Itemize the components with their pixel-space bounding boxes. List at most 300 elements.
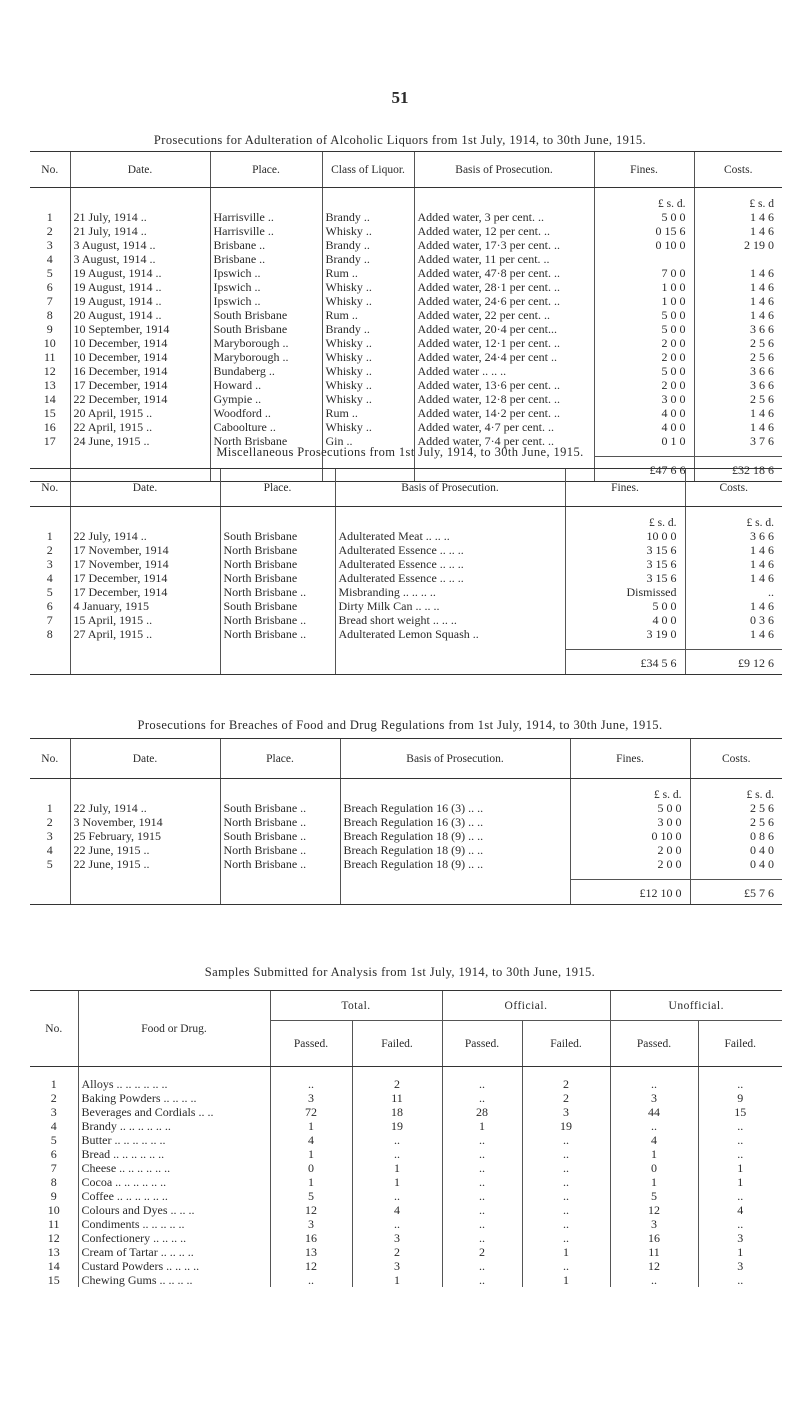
row-unofficial-failed: .. bbox=[698, 1147, 782, 1161]
row-place: North Brisbane bbox=[210, 434, 322, 448]
col-header-total-passed: Passed. bbox=[270, 1021, 352, 1067]
col-group-total: Total. bbox=[270, 991, 442, 1021]
col-header-no: No. bbox=[30, 469, 70, 507]
row-costs: 1 4 6 bbox=[694, 308, 782, 322]
row-place: North Brisbane .. bbox=[220, 857, 340, 871]
row-date: 22 June, 1915 .. bbox=[70, 843, 220, 857]
empty-cell bbox=[70, 880, 220, 905]
row-unofficial-failed: 9 bbox=[698, 1091, 782, 1105]
row-unofficial-failed: .. bbox=[698, 1067, 782, 1092]
row-unofficial-passed: 3 bbox=[610, 1217, 698, 1231]
row-date: 17 November, 1914 bbox=[70, 557, 220, 571]
row-liquor: Rum .. bbox=[322, 266, 414, 280]
page-number: 51 bbox=[391, 88, 409, 107]
row-unofficial-passed: .. bbox=[610, 1273, 698, 1287]
row-place: South Brisbane .. bbox=[220, 801, 340, 815]
row-official-failed: .. bbox=[522, 1147, 610, 1161]
row-number: 8 bbox=[50, 1175, 57, 1189]
row-place: Brisbane .. bbox=[210, 238, 322, 252]
row-liquor: Brandy .. bbox=[322, 322, 414, 336]
alcoholic-prosecutions-table bbox=[30, 151, 782, 482]
row-costs: 1 4 6 bbox=[685, 599, 782, 613]
row-date: 19 August, 1914 .. bbox=[70, 294, 210, 308]
row-fines: 2 0 0 bbox=[594, 350, 694, 364]
row-official-passed: .. bbox=[442, 1133, 522, 1147]
row-place: Maryborough .. bbox=[210, 336, 322, 350]
row-official-failed: .. bbox=[522, 1133, 610, 1147]
row-food: Coffee .. .. .. .. .. .. bbox=[78, 1189, 270, 1203]
row-date: 17 December, 1914 bbox=[70, 585, 220, 599]
row-basis: Added water, 7·4 per cent. .. bbox=[414, 434, 594, 448]
row-basis: Added water, 4·7 per cent. .. bbox=[414, 420, 594, 434]
row-unofficial-passed: 0 bbox=[610, 1161, 698, 1175]
row-number: 10 bbox=[47, 1203, 60, 1217]
row-total-passed: 3 bbox=[270, 1217, 352, 1231]
row-number: 6 bbox=[46, 599, 53, 613]
spacer-cell bbox=[570, 871, 690, 880]
table-row bbox=[30, 1161, 782, 1175]
row-unofficial-passed: 4 bbox=[610, 1133, 698, 1147]
section-title-miscellaneous: Miscellaneous Prosecutions from 1st July, 1914, to 30th June, 1915. bbox=[216, 445, 584, 459]
spacer-cell bbox=[340, 871, 570, 880]
empty-cell bbox=[30, 650, 70, 675]
row-food: Baking Powders .. .. .. .. bbox=[78, 1091, 270, 1105]
fines-units: £ s. d. bbox=[594, 188, 694, 211]
row-basis: Breach Regulation 18 (9) .. .. bbox=[340, 857, 570, 871]
spacer-cell bbox=[30, 871, 70, 880]
table-row bbox=[30, 280, 782, 294]
row-unofficial-failed: .. bbox=[698, 1189, 782, 1203]
row-date: 21 July, 1914 .. bbox=[70, 210, 210, 224]
row-basis: Adulterated Essence .. .. .. bbox=[335, 557, 565, 571]
row-date: 16 December, 1914 bbox=[70, 364, 210, 378]
row-basis: Added water, 13·6 per cent. .. bbox=[414, 378, 594, 392]
row-liquor: Whisky .. bbox=[322, 224, 414, 238]
row-place: Woodford .. bbox=[210, 406, 322, 420]
row-unofficial-failed: 1 bbox=[698, 1175, 782, 1189]
row-liquor: Rum .. bbox=[322, 406, 414, 420]
row-place: Howard .. bbox=[210, 378, 322, 392]
row-unofficial-passed: 5 bbox=[610, 1189, 698, 1203]
row-date: 21 July, 1914 .. bbox=[70, 224, 210, 238]
col-header-costs: Costs. bbox=[694, 152, 782, 188]
row-food: Chewing Gums .. .. .. .. bbox=[78, 1273, 270, 1287]
row-basis: Breach Regulation 18 (9) .. .. bbox=[340, 843, 570, 857]
row-official-passed: .. bbox=[442, 1203, 522, 1217]
spacer-cell bbox=[70, 871, 220, 880]
row-fines: 3 19 0 bbox=[565, 627, 685, 641]
row-date: 4 January, 1915 bbox=[70, 599, 220, 613]
row-total-passed: 1 bbox=[270, 1147, 352, 1161]
row-date: 27 April, 1915 .. bbox=[70, 627, 220, 641]
row-number: 2 bbox=[46, 224, 53, 238]
row-costs: 1 4 6 bbox=[694, 420, 782, 434]
row-official-failed: .. bbox=[522, 1161, 610, 1175]
row-place: North Brisbane bbox=[220, 571, 335, 585]
table-row bbox=[30, 529, 782, 543]
table-row bbox=[30, 857, 782, 871]
row-official-passed: 2 bbox=[442, 1245, 522, 1259]
total-fines: £34 5 6 bbox=[565, 650, 685, 675]
total-fines: £12 10 0 bbox=[570, 880, 690, 905]
row-unofficial-failed: .. bbox=[698, 1133, 782, 1147]
table-row bbox=[30, 613, 782, 627]
spacer-cell bbox=[30, 641, 70, 650]
row-date: 10 September, 1914 bbox=[70, 322, 210, 336]
row-basis: Adulterated Essence .. .. .. bbox=[335, 571, 565, 585]
row-fines: 4 0 0 bbox=[565, 613, 685, 627]
row-basis: Adulterated Essence .. .. .. bbox=[335, 543, 565, 557]
row-unofficial-passed: .. bbox=[610, 1119, 698, 1133]
row-basis: Adulterated Lemon Squash .. bbox=[335, 627, 565, 641]
row-official-failed: 2 bbox=[522, 1067, 610, 1092]
section-title-regulations: Prosecutions for Breaches of Food and Drug Regulations from 1st July, 1914, to 30th June, 1915. bbox=[137, 718, 663, 732]
total-costs: £32 18 6 bbox=[694, 457, 782, 482]
row-fines: 10 0 0 bbox=[565, 529, 685, 543]
row-date: 20 April, 1915 .. bbox=[70, 406, 210, 420]
row-costs: 0 8 6 bbox=[690, 829, 782, 843]
row-fines: Dismissed bbox=[565, 585, 685, 599]
row-place: South Brisbane bbox=[210, 308, 322, 322]
row-costs: 1 4 6 bbox=[685, 557, 782, 571]
row-total-failed: 3 bbox=[352, 1231, 442, 1245]
miscellaneous-prosecutions-table bbox=[30, 468, 782, 675]
row-basis: Added water, 12·1 per cent. .. bbox=[414, 336, 594, 350]
row-total-failed: 1 bbox=[352, 1273, 442, 1287]
row-basis: Added water, 24·4 per cent .. bbox=[414, 350, 594, 364]
row-liquor: Whisky .. bbox=[322, 378, 414, 392]
row-liquor: Brandy .. bbox=[322, 238, 414, 252]
row-number: 1 bbox=[46, 529, 53, 543]
row-liquor: Brandy .. bbox=[322, 252, 414, 266]
units-row bbox=[30, 188, 782, 211]
table-row bbox=[30, 1231, 782, 1245]
row-place: South Brisbane .. bbox=[220, 829, 340, 843]
row-basis: Added water, 12 per cent. .. bbox=[414, 224, 594, 238]
table-row bbox=[30, 378, 782, 392]
row-food: Condiments .. .. .. .. .. bbox=[78, 1217, 270, 1231]
row-liquor: Whisky .. bbox=[322, 420, 414, 434]
row-number: 6 bbox=[46, 280, 53, 294]
row-total-passed: 1 bbox=[270, 1119, 352, 1133]
row-fines: 5 0 0 bbox=[594, 322, 694, 336]
row-unofficial-passed: 3 bbox=[610, 1091, 698, 1105]
table-row bbox=[30, 1105, 782, 1119]
row-total-failed: 1 bbox=[352, 1161, 442, 1175]
row-number: 2 bbox=[50, 1091, 57, 1105]
row-number: 12 bbox=[47, 1231, 60, 1245]
row-date: 19 August, 1914 .. bbox=[70, 266, 210, 280]
col-header-place: Place. bbox=[210, 152, 322, 188]
table-row bbox=[30, 406, 782, 420]
col-header-food: Food or Drug. bbox=[78, 991, 270, 1067]
row-official-passed: .. bbox=[442, 1189, 522, 1203]
row-costs: 3 6 6 bbox=[694, 378, 782, 392]
row-basis: Dirty Milk Can .. .. .. bbox=[335, 599, 565, 613]
row-number: 4 bbox=[46, 252, 53, 266]
row-total-passed: 1 bbox=[270, 1175, 352, 1189]
row-official-failed: .. bbox=[522, 1175, 610, 1189]
row-unofficial-passed: .. bbox=[610, 1067, 698, 1092]
row-official-failed: .. bbox=[522, 1189, 610, 1203]
row-total-passed: 4 bbox=[270, 1133, 352, 1147]
table-row bbox=[30, 557, 782, 571]
row-fines: 4 0 0 bbox=[594, 406, 694, 420]
row-official-passed: .. bbox=[442, 1067, 522, 1092]
row-place: Harrisville .. bbox=[210, 210, 322, 224]
row-fines: 7 0 0 bbox=[594, 266, 694, 280]
table-row bbox=[30, 599, 782, 613]
row-liquor: Whisky .. bbox=[322, 336, 414, 350]
row-fines: 1 0 0 bbox=[594, 294, 694, 308]
row-official-passed: 28 bbox=[442, 1105, 522, 1119]
row-number: 15 bbox=[43, 406, 56, 420]
table-row bbox=[30, 1119, 782, 1133]
header-row bbox=[30, 739, 782, 779]
empty-cell bbox=[220, 880, 340, 905]
table-row bbox=[30, 571, 782, 585]
row-date: 17 November, 1914 bbox=[70, 543, 220, 557]
row-total-failed: 2 bbox=[352, 1067, 442, 1092]
row-number: 7 bbox=[46, 294, 53, 308]
table-row bbox=[30, 1203, 782, 1217]
row-number: 7 bbox=[50, 1161, 57, 1175]
spacer-cell bbox=[220, 641, 335, 650]
row-liquor: Whisky .. bbox=[322, 392, 414, 406]
row-official-failed: 3 bbox=[522, 1105, 610, 1119]
row-basis: Added water, 14·2 per cent. .. bbox=[414, 406, 594, 420]
col-header-basis: Basis of Prosecution. bbox=[335, 469, 565, 507]
row-official-failed: .. bbox=[522, 1217, 610, 1231]
table-row bbox=[30, 1175, 782, 1189]
row-costs: 2 19 0 bbox=[694, 238, 782, 252]
table-row bbox=[30, 1067, 782, 1092]
row-costs: 3 6 6 bbox=[694, 322, 782, 336]
col-header-no: No. bbox=[30, 152, 70, 188]
row-place: South Brisbane bbox=[220, 529, 335, 543]
row-basis: Added water, 22 per cent. .. bbox=[414, 308, 594, 322]
row-place: North Brisbane .. bbox=[220, 613, 335, 627]
row-number: 16 bbox=[43, 420, 56, 434]
row-liquor: Whisky .. bbox=[322, 364, 414, 378]
row-number: 13 bbox=[43, 378, 56, 392]
row-fines: 3 0 0 bbox=[594, 392, 694, 406]
row-total-passed: 13 bbox=[270, 1245, 352, 1259]
row-total-passed: 12 bbox=[270, 1259, 352, 1273]
row-fines: 2 0 0 bbox=[594, 378, 694, 392]
row-official-passed: .. bbox=[442, 1091, 522, 1105]
row-number: 6 bbox=[50, 1147, 57, 1161]
total-row bbox=[30, 650, 782, 675]
row-place: North Brisbane bbox=[220, 543, 335, 557]
row-costs: 1 4 6 bbox=[694, 266, 782, 280]
row-food: Custard Powders .. .. .. .. bbox=[78, 1259, 270, 1273]
row-basis: Misbranding .. .. .. .. bbox=[335, 585, 565, 599]
spacer-cell bbox=[565, 641, 685, 650]
row-date: 22 July, 1914 .. bbox=[70, 529, 220, 543]
row-number: 1 bbox=[46, 801, 53, 815]
row-date: 10 December, 1914 bbox=[70, 350, 210, 364]
row-official-passed: .. bbox=[442, 1175, 522, 1189]
total-row bbox=[30, 880, 782, 905]
row-number: 5 bbox=[46, 585, 53, 599]
row-total-failed: .. bbox=[352, 1189, 442, 1203]
row-basis: Added water, 24·6 per cent. .. bbox=[414, 294, 594, 308]
table-row bbox=[30, 585, 782, 599]
table-row bbox=[30, 1273, 782, 1287]
col-header-fines: Fines. bbox=[594, 152, 694, 188]
row-place: North Brisbane bbox=[220, 557, 335, 571]
row-costs: 0 3 6 bbox=[685, 613, 782, 627]
row-fines: 0 15 6 bbox=[594, 224, 694, 238]
col-header-official-failed: Failed. bbox=[522, 1021, 610, 1067]
col-group-official: Official. bbox=[442, 991, 610, 1021]
table-row bbox=[30, 392, 782, 406]
row-fines: 5 0 0 bbox=[594, 210, 694, 224]
col-header-place: Place. bbox=[220, 739, 340, 779]
row-official-passed: .. bbox=[442, 1161, 522, 1175]
regulation-breaches-table bbox=[30, 738, 782, 905]
row-costs: 1 4 6 bbox=[694, 406, 782, 420]
table-row bbox=[30, 294, 782, 308]
table-row bbox=[30, 238, 782, 252]
table-row bbox=[30, 627, 782, 641]
row-fines: 3 15 6 bbox=[565, 557, 685, 571]
row-fines: 2 0 0 bbox=[570, 843, 690, 857]
row-liquor: Whisky .. bbox=[322, 294, 414, 308]
row-costs: 2 5 6 bbox=[690, 801, 782, 815]
row-food: Butter .. .. .. .. .. .. bbox=[78, 1133, 270, 1147]
col-header-basis: Basis of Prosecution. bbox=[340, 739, 570, 779]
row-fines: 2 0 0 bbox=[570, 857, 690, 871]
row-total-passed: 72 bbox=[270, 1105, 352, 1119]
section-title-alcoholic: Prosecutions for Adulteration of Alcoholic Liquors from 1st July, 1914, to 30th June, 1915. bbox=[153, 133, 647, 147]
row-number: 2 bbox=[46, 543, 53, 557]
row-place: Ipswich .. bbox=[210, 266, 322, 280]
row-liquor: Whisky .. bbox=[322, 350, 414, 364]
table-row bbox=[30, 543, 782, 557]
col-header-no: No. bbox=[30, 991, 78, 1067]
row-unofficial-failed: 15 bbox=[698, 1105, 782, 1119]
row-total-failed: 11 bbox=[352, 1091, 442, 1105]
spacer-cell bbox=[690, 871, 782, 880]
row-total-passed: 3 bbox=[270, 1091, 352, 1105]
row-number: 13 bbox=[47, 1245, 60, 1259]
row-number: 3 bbox=[46, 557, 53, 571]
header-row bbox=[30, 469, 782, 507]
row-number: 3 bbox=[46, 829, 53, 843]
col-header-costs: Costs. bbox=[685, 469, 782, 507]
col-header-basis: Basis of Prosecution. bbox=[414, 152, 594, 188]
row-food: Confectionery .. .. .. .. bbox=[78, 1231, 270, 1245]
table-row bbox=[30, 1245, 782, 1259]
table-row bbox=[30, 1133, 782, 1147]
row-date: 20 August, 1914 .. bbox=[70, 308, 210, 322]
table-row bbox=[30, 1217, 782, 1231]
row-number: 10 bbox=[43, 336, 56, 350]
table-row bbox=[30, 420, 782, 434]
row-fines: 5 0 0 bbox=[594, 364, 694, 378]
row-costs: 1 4 6 bbox=[685, 627, 782, 641]
table-row bbox=[30, 266, 782, 280]
row-fines: 4 0 0 bbox=[594, 420, 694, 434]
row-costs: 1 4 6 bbox=[694, 294, 782, 308]
row-basis: Bread short weight .. .. .. bbox=[335, 613, 565, 627]
units-row bbox=[30, 507, 782, 530]
empty-cell bbox=[30, 880, 70, 905]
row-unofficial-passed: 44 bbox=[610, 1105, 698, 1119]
row-unofficial-passed: 12 bbox=[610, 1259, 698, 1273]
row-total-failed: 3 bbox=[352, 1259, 442, 1273]
row-number: 14 bbox=[47, 1259, 60, 1273]
costs-units: £ s. d. bbox=[685, 507, 782, 530]
row-fines: 2 0 0 bbox=[594, 336, 694, 350]
row-date: 17 December, 1914 bbox=[70, 378, 210, 392]
row-official-passed: .. bbox=[442, 1217, 522, 1231]
row-total-failed: 2 bbox=[352, 1245, 442, 1259]
table-row bbox=[30, 829, 782, 843]
row-date: 3 August, 1914 .. bbox=[70, 252, 210, 266]
spacer-cell bbox=[685, 641, 782, 650]
row-fines: 0 1 0 bbox=[594, 434, 694, 448]
row-costs: 3 7 6 bbox=[694, 434, 782, 448]
row-place: Gympie .. bbox=[210, 392, 322, 406]
row-unofficial-failed: .. bbox=[698, 1119, 782, 1133]
row-number: 4 bbox=[50, 1119, 57, 1133]
spacer-cell bbox=[70, 641, 220, 650]
row-number: 11 bbox=[47, 1217, 60, 1231]
row-official-failed: .. bbox=[522, 1231, 610, 1245]
table-row bbox=[30, 224, 782, 238]
table-row bbox=[30, 1259, 782, 1273]
total-costs: £5 7 6 bbox=[690, 880, 782, 905]
row-total-passed: .. bbox=[270, 1067, 352, 1092]
row-number: 14 bbox=[43, 392, 56, 406]
row-fines: 5 0 0 bbox=[594, 308, 694, 322]
row-costs: 1 4 6 bbox=[694, 224, 782, 238]
empty-cell bbox=[220, 650, 335, 675]
row-costs: 2 5 6 bbox=[694, 392, 782, 406]
row-unofficial-failed: 1 bbox=[698, 1161, 782, 1175]
row-number: 15 bbox=[47, 1273, 60, 1287]
row-official-passed: .. bbox=[442, 1147, 522, 1161]
row-costs: .. bbox=[685, 585, 782, 599]
row-date: 10 December, 1914 bbox=[70, 336, 210, 350]
row-number: 11 bbox=[43, 350, 56, 364]
row-basis: Breach Regulation 18 (9) .. .. bbox=[340, 829, 570, 843]
row-place: South Brisbane bbox=[220, 599, 335, 613]
header-row-groups bbox=[30, 991, 782, 1021]
spacer-row bbox=[30, 641, 782, 650]
row-place: South Brisbane bbox=[210, 322, 322, 336]
row-place: Harrisville .. bbox=[210, 224, 322, 238]
table-row bbox=[30, 815, 782, 829]
row-official-failed: 2 bbox=[522, 1091, 610, 1105]
row-total-failed: 4 bbox=[352, 1203, 442, 1217]
row-date: 3 August, 1914 .. bbox=[70, 238, 210, 252]
table-row bbox=[30, 210, 782, 224]
row-number: 7 bbox=[46, 613, 53, 627]
col-header-unofficial-failed: Failed. bbox=[698, 1021, 782, 1067]
row-liquor: Brandy .. bbox=[322, 210, 414, 224]
row-food: Colours and Dyes .. .. .. bbox=[78, 1203, 270, 1217]
table-row bbox=[30, 364, 782, 378]
fines-units: £ s. d. bbox=[570, 779, 690, 802]
row-official-passed: .. bbox=[442, 1273, 522, 1287]
table-row bbox=[30, 336, 782, 350]
row-basis: Adulterated Meat .. .. .. bbox=[335, 529, 565, 543]
spacer-row bbox=[30, 871, 782, 880]
